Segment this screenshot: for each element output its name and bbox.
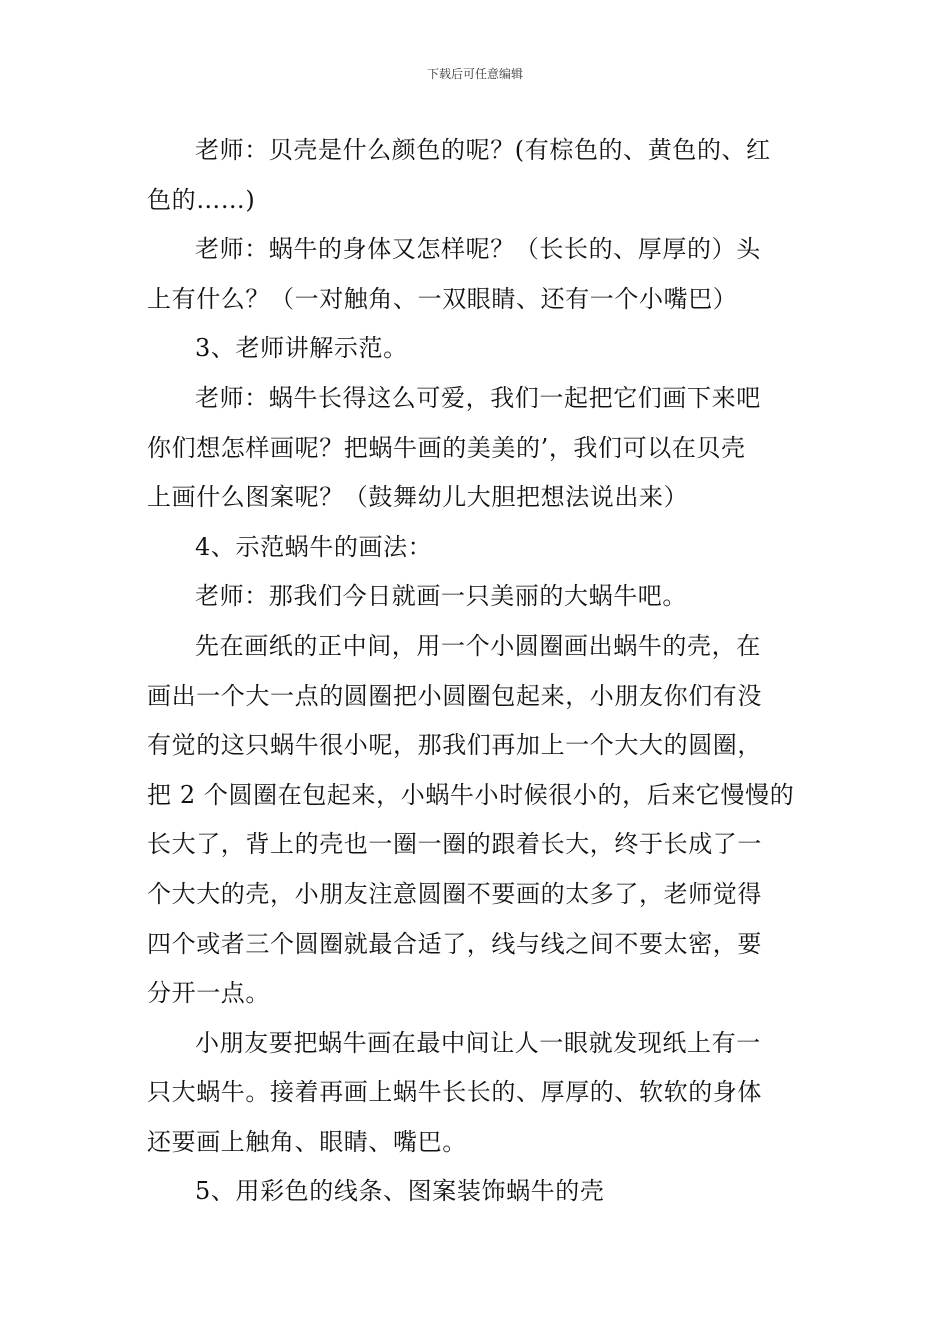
- text-line: 5、用彩色的线条、图案装饰蜗牛的壳: [195, 1177, 605, 1206]
- text-line: 四个或者三个圆圈就最合适了，线与线之间不要太密，要: [147, 929, 762, 958]
- page-header: 下载后可任意编辑: [426, 67, 523, 81]
- text-line: 老师：那我们今日就画一只美丽的大蜗牛吧。: [195, 582, 687, 611]
- paragraph-circle-method: [147, 622, 807, 1019]
- paragraph-step-5: [147, 1167, 807, 1217]
- text-line: 画出一个大一点的圆圈把小圆圈包起来，小朋友你们有没: [147, 681, 762, 710]
- paragraph-step-4: [147, 523, 807, 573]
- text-line: 老师：蜗牛的身体又怎样呢？（长长的、厚厚的）头: [195, 235, 761, 264]
- text-line: 把 2 个圆圈在包起来，小蜗牛小时候很小的，后来它慢慢的: [147, 780, 795, 809]
- paragraph-shell-color: [147, 126, 807, 225]
- text-line: 还要画上触角、眼睛、嘴巴。: [147, 1127, 467, 1156]
- text-line: 长大了，背上的壳也一圈一圈的跟着长大，终于长成了一: [147, 830, 762, 859]
- text-line: 老师：贝壳是什么颜色的呢？(有棕色的、黄色的、红: [195, 136, 771, 164]
- text-line: 有觉的这只蜗牛很小呢，那我们再加上一个大大的圆圈，: [147, 731, 762, 760]
- paragraph-step-3: [147, 324, 807, 374]
- text-line: 只大蜗牛。接着再画上蜗牛长长的、厚厚的、软软的身体: [147, 1078, 762, 1107]
- text-line: 先在画纸的正中间，用一个小圆圈画出蜗牛的壳，在: [195, 631, 761, 660]
- text-line: 你们想怎样画呢？把蜗牛画的美美的’，我们可以在贝壳: [147, 433, 746, 462]
- document-body: [147, 126, 807, 1217]
- paragraph-snail-body: [147, 225, 807, 324]
- text-line: 3、老师讲解示范。: [195, 334, 408, 363]
- text-line: 小朋友要把蜗牛画在最中间让人一眼就发现纸上有一: [195, 1028, 761, 1057]
- paragraph-center-snail: [147, 1019, 807, 1168]
- text-line: 4、示范蜗牛的画法：: [195, 532, 433, 561]
- text-line: 上画什么图案呢？（鼓舞幼儿大胆把想法说出来）: [147, 483, 689, 512]
- text-line: 上有什么？（一对触角、一双眼睛、还有一个小嘴巴）: [147, 284, 738, 313]
- text-line: 个大大的壳，小朋友注意圆圈不要画的太多了，老师觉得: [147, 879, 762, 908]
- text-line: 老师：蜗牛长得这么可爱，我们一起把它们画下来吧: [195, 383, 761, 412]
- text-line: 色的……): [147, 185, 256, 214]
- text-line: 分开一点。: [147, 979, 270, 1008]
- paragraph-draw-together: [147, 374, 807, 523]
- paragraph-teacher-today: [147, 572, 807, 622]
